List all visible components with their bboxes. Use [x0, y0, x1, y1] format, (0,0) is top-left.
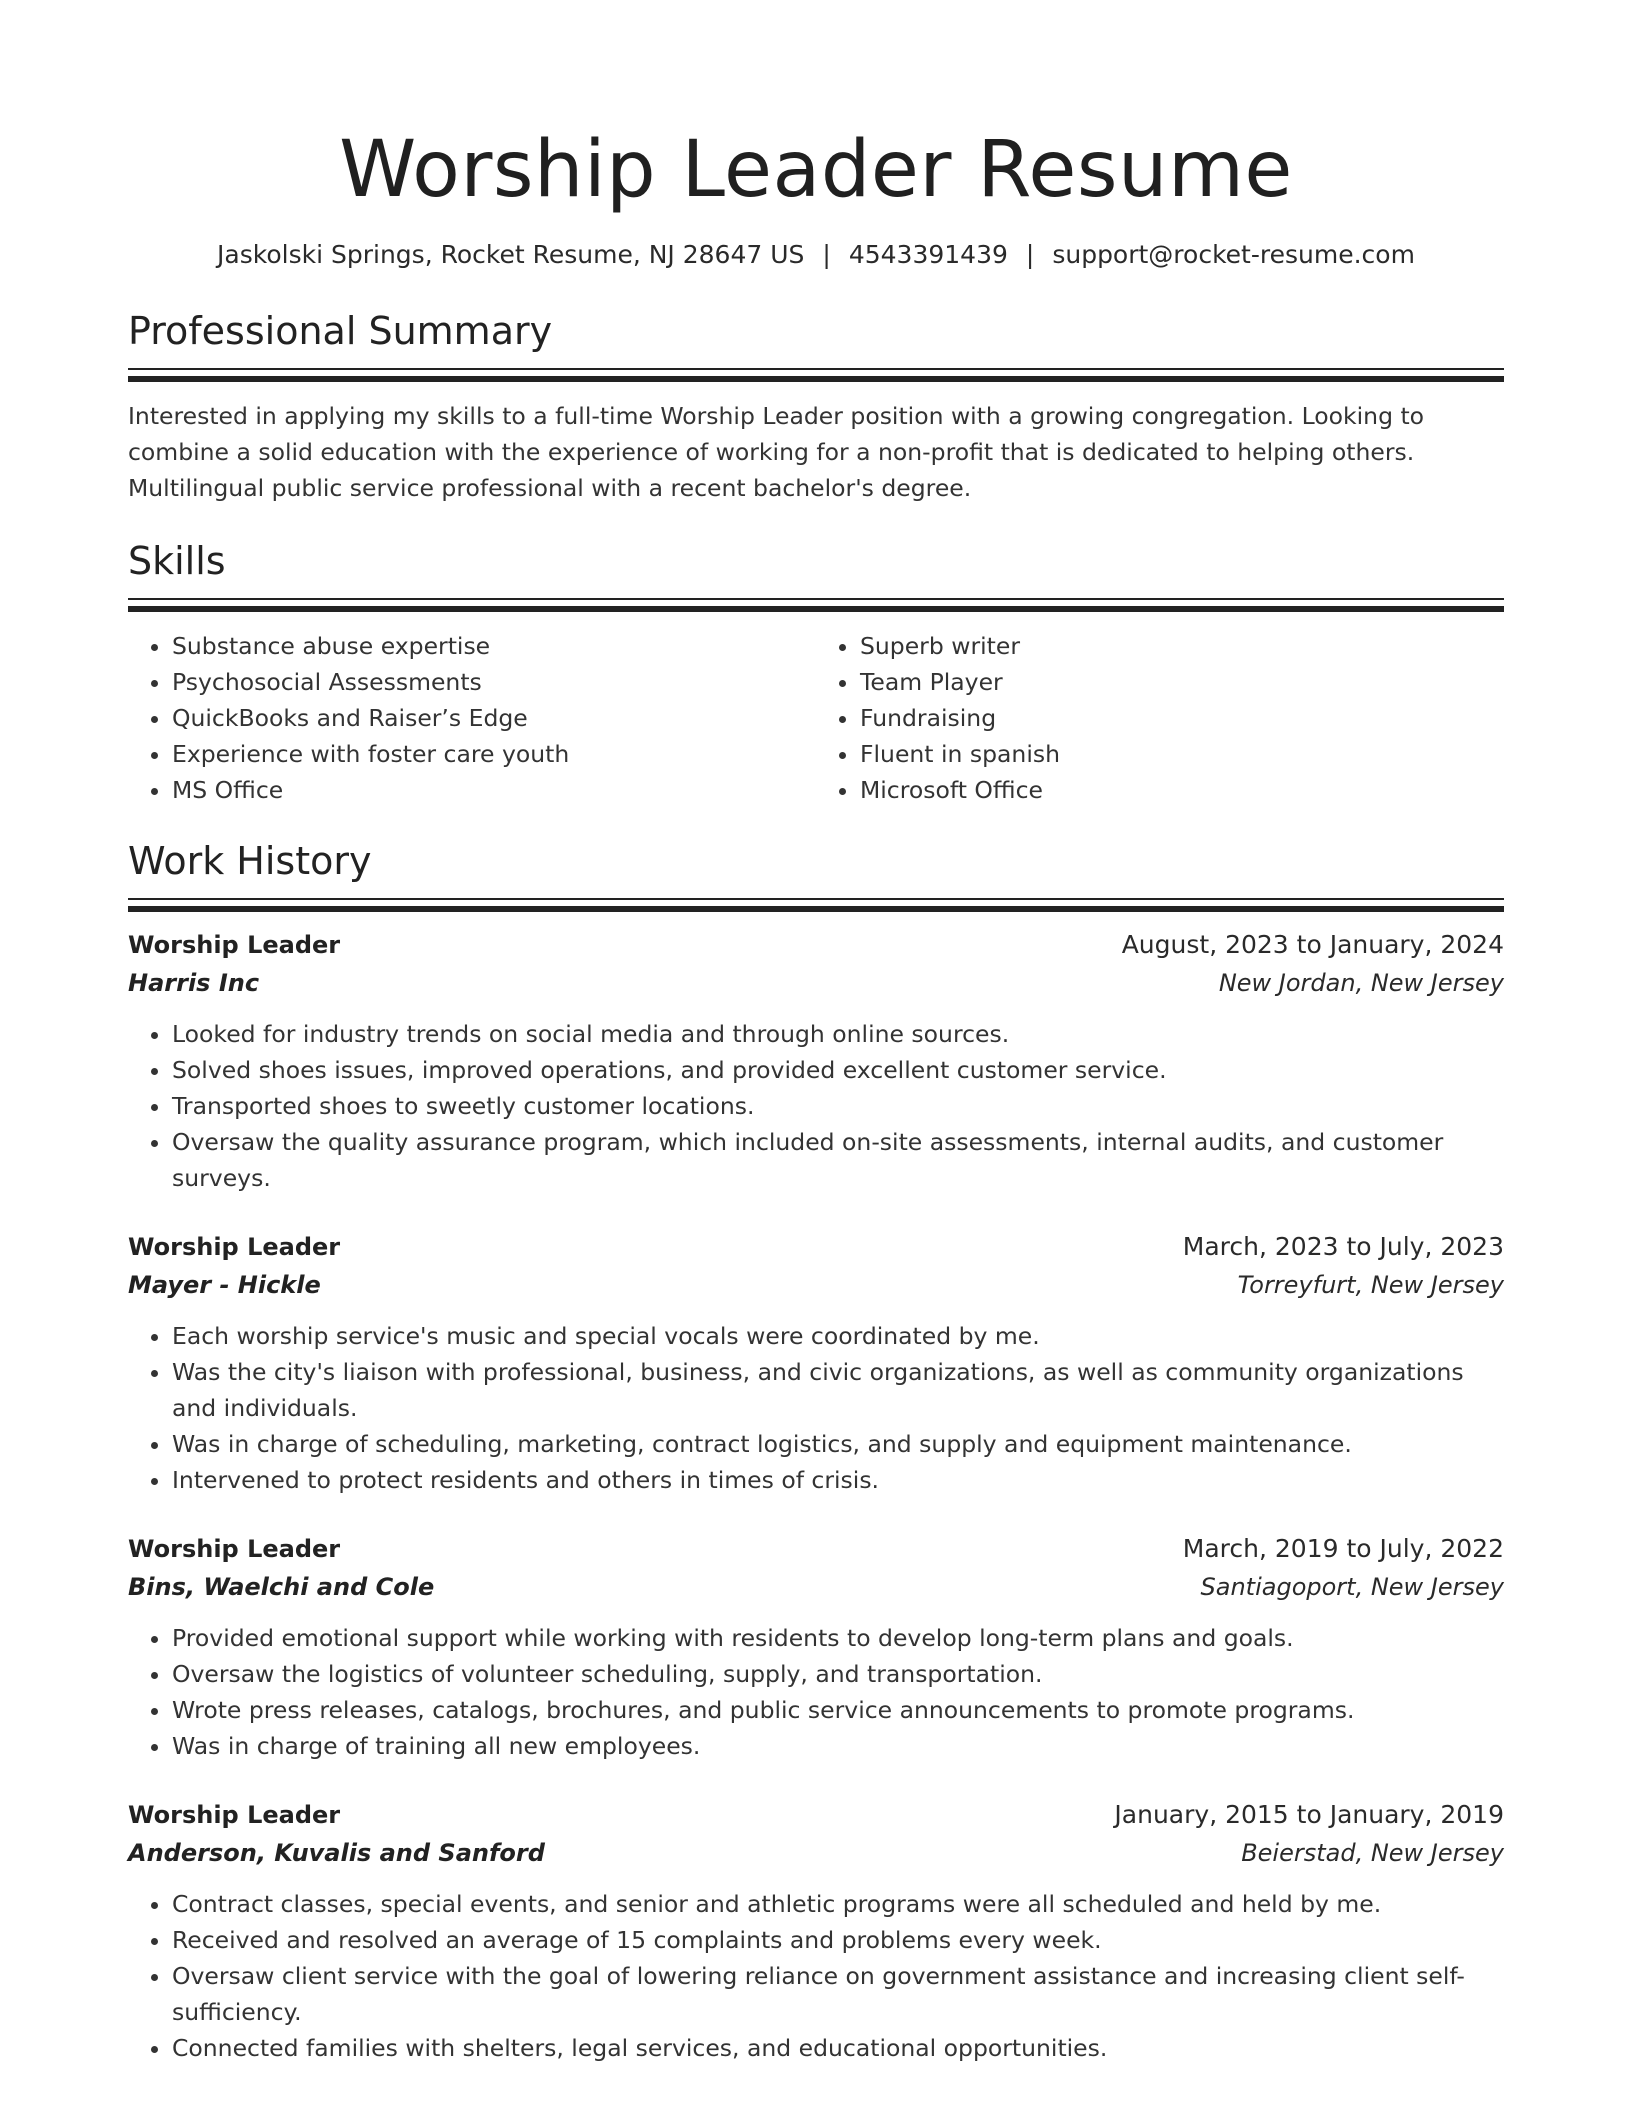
skills-columns	[128, 628, 1504, 808]
job-entry	[128, 1530, 1504, 1764]
skill-item: • Psychosocial Assessments	[172, 664, 816, 700]
skills-heading: Skills	[128, 539, 226, 583]
skill-item: • Microsoft Office	[860, 772, 1504, 808]
job-bullet: • Oversaw the quality assurance program, which included on-site assessments, internal audits, and customer surveys.	[172, 1124, 1504, 1196]
job-title: Worship Leader	[128, 1535, 341, 1563]
skills-list-right	[816, 628, 1504, 808]
job-subheader	[128, 1266, 1504, 1304]
section-divider	[128, 898, 1504, 912]
job-location: New Jordan, New Jersey	[1218, 969, 1504, 997]
job-company: Harris Inc	[128, 969, 260, 997]
job-subheader	[128, 1568, 1504, 1606]
job-bullet: • Was in charge of scheduling, marketing, contract logistics, and supply and equipment maintenance.	[172, 1426, 1504, 1462]
job-bullet: • Provided emotional support while working with residents to develop long-term plans and goals.	[172, 1620, 1504, 1656]
section-divider	[128, 368, 1504, 382]
job-dates: January, 2015 to January, 2019	[1114, 1800, 1504, 1829]
job-bullet: • Looked for industry trends on social media and through online sources.	[172, 1016, 1504, 1052]
job-bullet: • Transported shoes to sweetly customer locations.	[172, 1088, 1504, 1124]
skill-item: • MS Office	[172, 772, 816, 808]
summary-section	[128, 306, 1504, 506]
job-bullet: • Was the city's liaison with professional, business, and civic organizations, as well as community organizations and individuals.	[172, 1354, 1504, 1426]
job-dates: August, 2023 to January, 2024	[1121, 930, 1504, 959]
job-entry	[128, 1228, 1504, 1498]
work-history-section	[128, 836, 1504, 2066]
job-bullets	[128, 1318, 1504, 1498]
job-bullet: • Oversaw client service with the goal of lowering reliance on government assistance and increasing client self-sufficiency.	[172, 1958, 1504, 2030]
job-bullet: • Connected families with shelters, legal services, and educational opportunities.	[172, 2030, 1504, 2066]
job-title: Worship Leader	[128, 1233, 341, 1261]
job-header	[128, 1796, 1504, 1834]
job-header	[128, 926, 1504, 964]
job-location: Torreyfurt, New Jersey	[1237, 1271, 1504, 1299]
job-bullet: • Received and resolved an average of 15 complaints and problems every week.	[172, 1922, 1504, 1958]
job-title: Worship Leader	[128, 1801, 341, 1829]
contact-address: Jaskolski Springs, Rocket Resume, NJ 28647 US	[217, 240, 805, 269]
contact-email: support@rocket-resume.com	[1052, 240, 1415, 269]
skill-item: • Team Player	[860, 664, 1504, 700]
skill-item: • Superb writer	[860, 628, 1504, 664]
job-title: Worship Leader	[128, 931, 341, 959]
job-subheader	[128, 964, 1504, 1002]
job-bullet: • Was in charge of training all new employees.	[172, 1728, 1504, 1764]
work-history-heading: Work History	[128, 839, 372, 883]
summary-text: Interested in applying my skills to a full-time Worship Leader position with a growing congregation. Looking to combine a solid education with the experience of working for a non-profit that is dedicated to helping others. Multilingual public service professional with a recent bachelor's degree.	[128, 402, 1425, 502]
job-location: Beierstad, New Jersey	[1241, 1839, 1504, 1867]
job-subheader	[128, 1834, 1504, 1872]
skill-item: • QuickBooks and Raiser’s Edge	[172, 700, 816, 736]
job-header	[128, 1228, 1504, 1266]
skill-item: • Fundraising	[860, 700, 1504, 736]
skills-list-left	[128, 628, 816, 808]
contact-line	[128, 238, 1504, 272]
job-bullet: • Intervened to protect residents and others in times of crisis.	[172, 1462, 1504, 1498]
section-divider	[128, 598, 1504, 612]
job-location: Santiagoport, New Jersey	[1200, 1573, 1504, 1601]
contact-separator: |	[822, 240, 831, 269]
skill-item: • Fluent in spanish	[860, 736, 1504, 772]
job-bullets	[128, 1620, 1504, 1764]
job-company: Bins, Waelchi and Cole	[128, 1573, 435, 1601]
job-company: Anderson, Kuvalis and Sanford	[128, 1839, 545, 1867]
job-header	[128, 1530, 1504, 1568]
summary-heading: Professional Summary	[128, 309, 553, 353]
job-dates: March, 2019 to July, 2022	[1182, 1534, 1504, 1563]
skills-section	[128, 536, 1504, 808]
job-company: Mayer - Hickle	[128, 1271, 321, 1299]
job-entry	[128, 1796, 1504, 2066]
job-entry	[128, 926, 1504, 1196]
job-bullets	[128, 1016, 1504, 1196]
job-bullets	[128, 1886, 1504, 2066]
job-dates: March, 2023 to July, 2023	[1182, 1232, 1504, 1261]
job-bullet: • Each worship service's music and special vocals were coordinated by me.	[172, 1318, 1504, 1354]
resume-title: Worship Leader Resume	[339, 125, 1293, 215]
job-bullet: • Oversaw the logistics of volunteer scheduling, supply, and transportation.	[172, 1656, 1504, 1692]
job-bullet: • Wrote press releases, catalogs, brochures, and public service announcements to promote programs.	[172, 1692, 1504, 1728]
job-bullet: • Contract classes, special events, and senior and athletic programs were all scheduled and held by me.	[172, 1886, 1504, 1922]
skill-item: • Experience with foster care youth	[172, 736, 816, 772]
skill-item: • Substance abuse expertise	[172, 628, 816, 664]
contact-phone: 4543391439	[848, 240, 1008, 269]
contact-separator: |	[1025, 240, 1035, 269]
job-bullet: • Solved shoes issues, improved operations, and provided excellent customer service.	[172, 1052, 1504, 1088]
